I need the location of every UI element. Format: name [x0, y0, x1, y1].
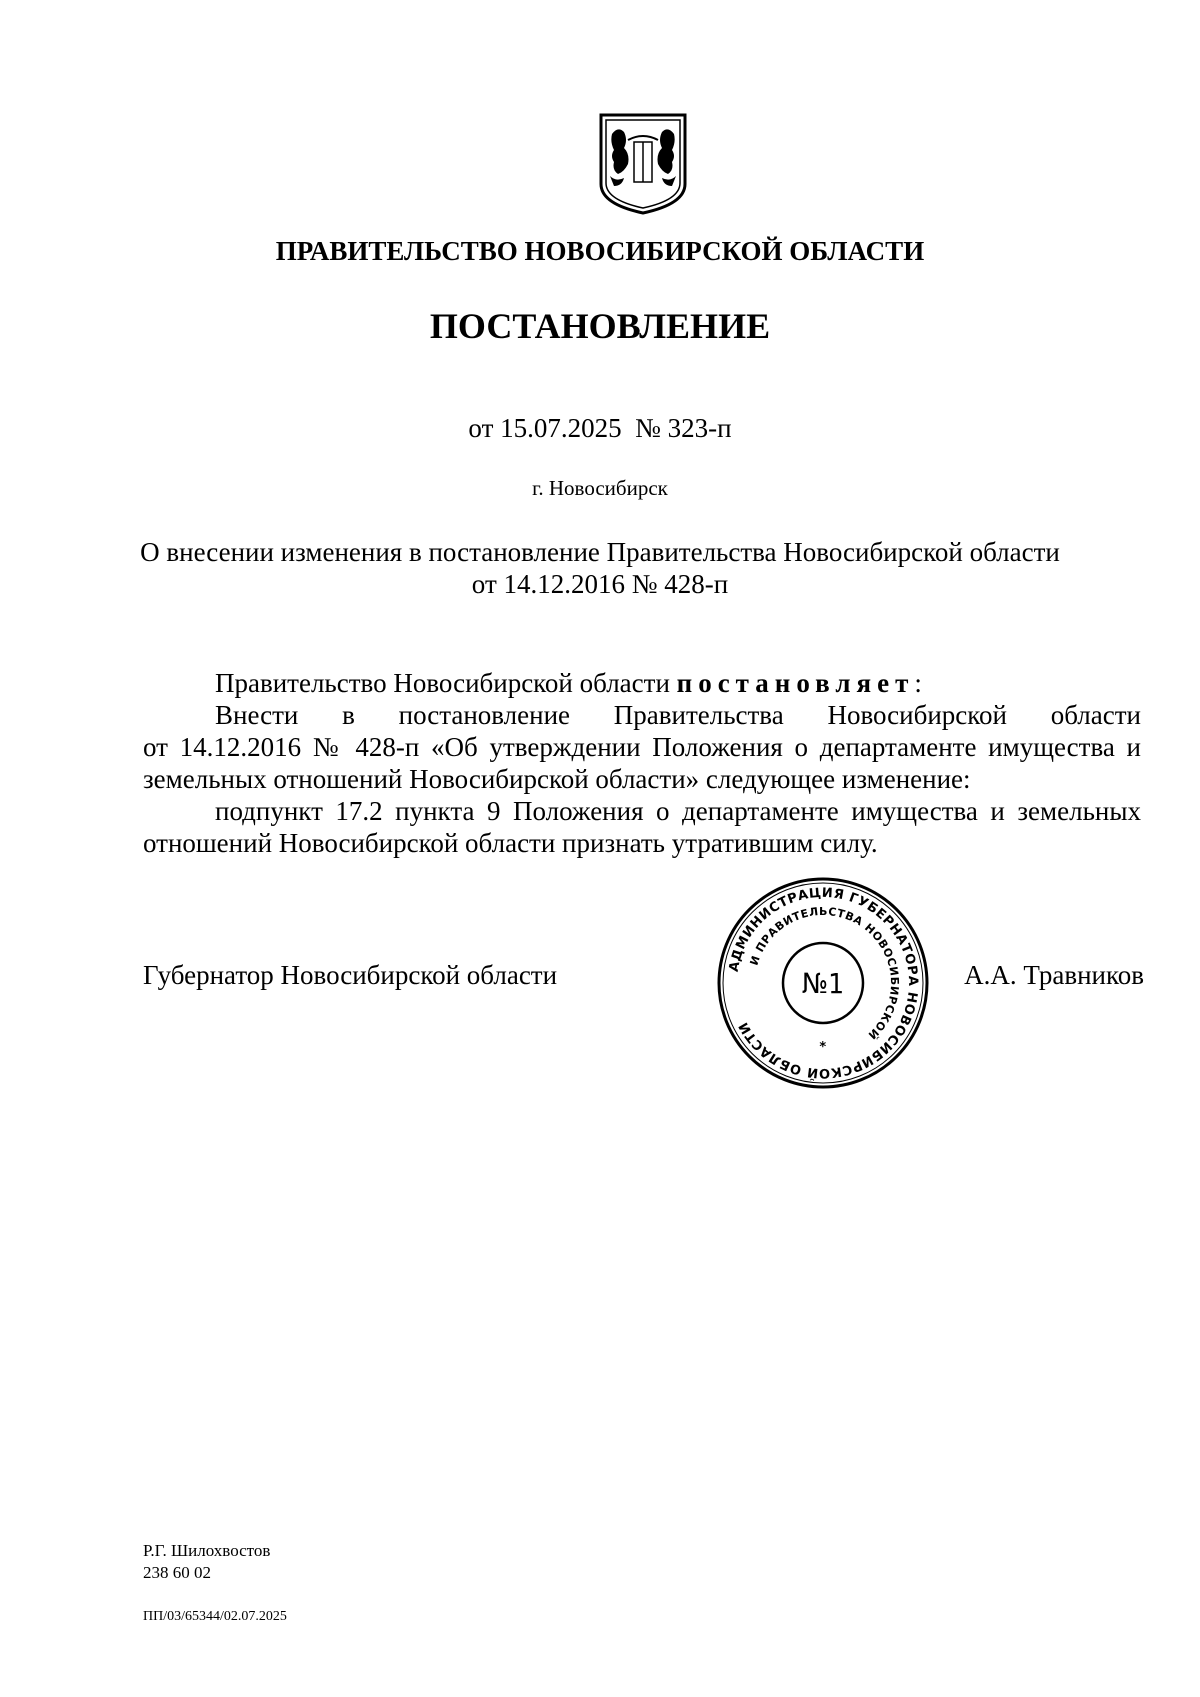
stamp-number: №1	[801, 967, 845, 1000]
city: г. Новосибирск	[532, 476, 668, 500]
paragraph-1-first-line: Внести в постановление Правительства Новосибирской области	[215, 700, 1141, 730]
executor-phone: 238 60 02	[143, 1563, 211, 1582]
stamp-star: *	[819, 1040, 827, 1055]
lead-colon: :	[914, 668, 922, 698]
signatory-name: А.А. Травников	[964, 960, 1144, 990]
organization-name: ПРАВИТЕЛЬСТВО НОВОСИБИРСКОЙ ОБЛАСТИ	[275, 236, 925, 266]
executor-block	[143, 1540, 270, 1584]
document-code: ПП/03/65344/02.07.2025	[143, 1609, 287, 1624]
decree-lead	[143, 667, 1141, 699]
date-and-number: от 15.07.2025 № 323-п	[468, 413, 732, 443]
stamp-outer-text: АДМИНИСТРАЦИЯ ГУБЕРНАТОРА НОВОСИБИРСКОЙ ОБЛАСТИ	[726, 885, 921, 1081]
document-subject	[0, 536, 1200, 600]
subject-line-2: от 14.12.2016 № 428-п	[471, 569, 729, 599]
lead-text: Правительство Новосибирской области	[215, 668, 670, 698]
subject-line-1: О внесении изменения в постановление Правительства Новосибирской области	[140, 537, 1060, 567]
stamp-inner-text: И ПРАВИТЕЛЬСТВА НОВОСИБИРСКОЙ	[747, 904, 902, 1042]
signatory-position: Губернатор Новосибирской области	[143, 960, 558, 990]
executor-name: Р.Г. Шилохвостов	[143, 1541, 271, 1560]
paragraph-1-rest: от 14.12.2016 № 428-п «Об утверждении Положения о департаменте имущества и земельных отношений Новосибирской области» следующее изменение:	[143, 732, 1141, 794]
official-stamp	[713, 873, 933, 1093]
paragraph-1	[143, 699, 1141, 795]
decree-word: постановляет	[676, 668, 915, 698]
paragraph-2: подпункт 17.2 пункта 9 Положения о департаменте имущества и земельных отношений Новосибирской области признать утратившим силу.	[143, 796, 1141, 858]
coat-of-arms	[598, 112, 688, 216]
document-title: ПОСТАНОВЛЕНИЕ	[429, 306, 771, 346]
